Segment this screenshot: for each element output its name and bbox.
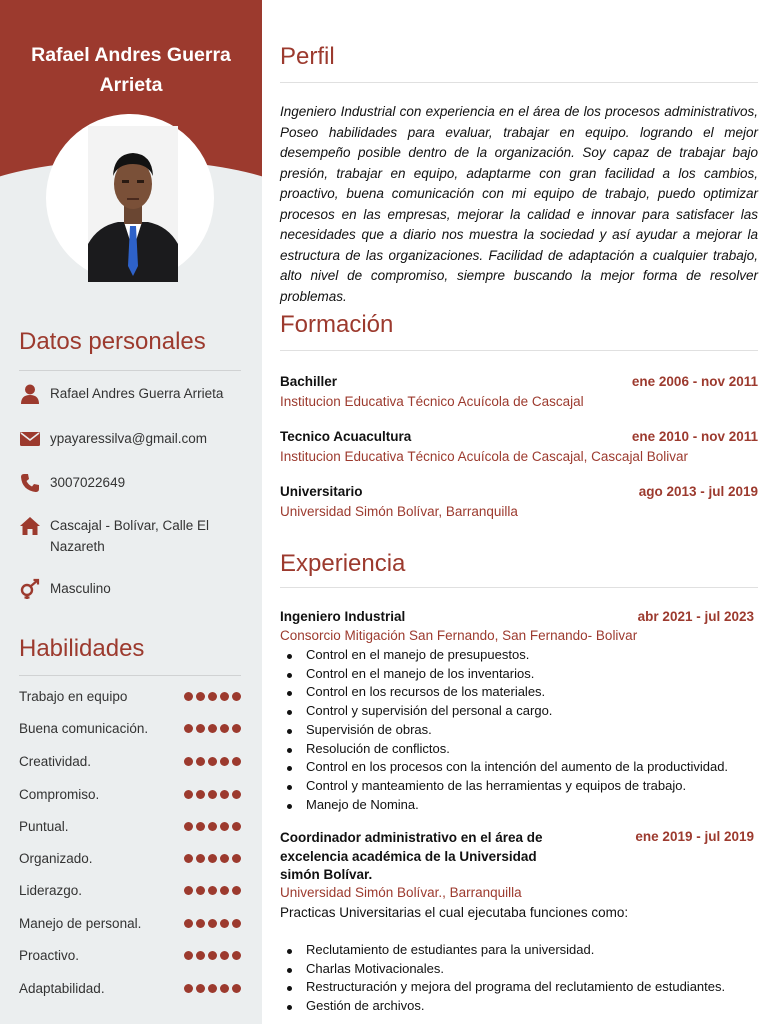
experience-role-line: simón Bolívar. xyxy=(280,867,373,882)
skill-name: Puntual. xyxy=(19,818,69,834)
experience-intro: Practicas Universitarias el cual ejecutaba funciones como: xyxy=(280,905,629,920)
list-item: Gestión de archivos. xyxy=(304,997,725,1016)
list-item: Control y manteamiento de las herramientas y equipos de trabajo. xyxy=(304,777,728,796)
email-row xyxy=(19,428,249,450)
list-item: Restructuración y mejora del programa del reclutamiento de estudiantes. xyxy=(304,978,725,997)
education-degree: Tecnico Acuacultura xyxy=(280,429,412,444)
list-item: Control en los recursos de los materiales. xyxy=(304,683,728,702)
skill-row xyxy=(19,718,241,738)
skill-level-dots xyxy=(184,854,241,863)
experience-date: ene 2019 - jul 2019 xyxy=(635,829,754,844)
experience-duties xyxy=(304,646,728,814)
email-link[interactable]: ypayaressilva@gmail.com xyxy=(50,431,208,446)
skill-level-dots xyxy=(184,886,241,895)
skill-row xyxy=(19,848,241,868)
personal-name-text: Rafael Andres Guerra Arrieta xyxy=(50,386,224,401)
list-item: Control y supervisión del personal a cargo. xyxy=(304,702,728,721)
experience-entry xyxy=(280,829,754,885)
address-row xyxy=(19,515,249,557)
education-title: Formación xyxy=(280,311,394,338)
experience-divider xyxy=(280,587,758,588)
skill-level-dots xyxy=(184,951,241,960)
skill-name: Organizado. xyxy=(19,850,93,866)
skills-divider xyxy=(19,675,241,676)
profile-text: Ingeniero Industrial con experiencia en el área de los procesos administrativos, Poseo habilidades para evaluar, trabajar en equipo. logrando el mejor desempeño posible dentro de la organización. Soy capaz de trabajar bajo presión, trabajar en equipo, adaptarme con gran facilidad a los cambios, proactivo, buena comunicación con mi equipo de trabajo, puedo optimizar procesos en las empresas, mejorar la calidad e innovar para satisfacer las necesidades que a diario nos muestra la sociedad y así ayudar a mejorar la estructura de las organizaciones. Facilidad de adaptación a cualquier trabajo, alto nivel de compromiso, siempre buscando la mejor forma de resolver problemas. xyxy=(280,104,758,304)
personal-name-row xyxy=(19,383,249,405)
skill-row xyxy=(19,751,241,771)
experience-title: Experiencia xyxy=(280,550,406,577)
skill-level-dots xyxy=(184,790,241,799)
skill-name: Buena comunicación. xyxy=(19,720,149,736)
experience-role-line: Coordinador administrativo en el área de xyxy=(280,830,543,845)
list-item: Charlas Motivacionales. xyxy=(304,960,725,979)
education-date: ago 2013 - jul 2019 xyxy=(638,484,758,499)
skill-row xyxy=(19,686,241,706)
skill-name: Compromiso. xyxy=(19,786,100,802)
skill-row xyxy=(19,816,241,836)
list-item: Reclutamiento de estudiantes para la universidad. xyxy=(304,941,725,960)
skill-row xyxy=(19,784,241,804)
education-school: Institucion Educativa Técnico Acuícola de Cascajal xyxy=(280,394,584,409)
skill-level-dots xyxy=(184,757,241,766)
skill-name: Adaptabilidad. xyxy=(19,980,105,996)
education-degree: Bachiller xyxy=(280,374,338,389)
sidebar xyxy=(0,0,262,1024)
experience-role: Ingeniero Industrial xyxy=(280,609,406,624)
education-date: ene 2010 - nov 2011 xyxy=(631,429,758,444)
list-item: Control en el manejo de presupuestos. xyxy=(304,646,728,665)
personal-data-divider xyxy=(19,370,241,371)
phone-icon xyxy=(19,472,41,494)
skill-row xyxy=(19,913,241,933)
phone-text: 3007022649 xyxy=(50,475,126,490)
education-degree: Universitario xyxy=(280,484,363,499)
gender-row xyxy=(19,578,249,600)
skill-row xyxy=(19,978,241,998)
personal-data-title: Datos personales xyxy=(19,328,206,355)
phone-row xyxy=(19,472,249,494)
experience-entry xyxy=(280,609,754,624)
education-school: Universidad Simón Bolívar, Barranquilla xyxy=(280,504,518,519)
skill-row xyxy=(19,880,241,900)
list-item: Control en el manejo de los inventarios. xyxy=(304,665,728,684)
education-school: Institucion Educativa Técnico Acuícola de Cascajal, Cascajal Bolivar xyxy=(280,449,688,464)
education-entry xyxy=(280,484,758,499)
gender-icon xyxy=(19,578,41,600)
list-item: Resolución de conflictos. xyxy=(304,740,728,759)
skill-level-dots xyxy=(184,822,241,831)
home-icon xyxy=(19,515,41,537)
email-icon xyxy=(19,428,41,450)
user-icon xyxy=(19,383,41,405)
experience-role xyxy=(280,829,543,885)
gender-text: Masculino xyxy=(50,581,111,596)
address-text: Cascajal - Bolívar, Calle El Nazareth xyxy=(50,518,210,554)
skill-level-dots xyxy=(184,919,241,928)
skill-name: Liderazgo. xyxy=(19,882,83,898)
list-item: Supervisión de obras. xyxy=(304,721,728,740)
skill-level-dots xyxy=(184,692,241,701)
skill-name: Creatividad. xyxy=(19,753,92,769)
education-entry xyxy=(280,429,758,444)
list-item: Control en los procesos con la intención del aumento de la productividad. xyxy=(304,758,728,777)
skills-title: Habilidades xyxy=(19,635,145,662)
skill-row xyxy=(19,945,241,965)
experience-duties xyxy=(304,941,725,1016)
candidate-name: Rafael Andres Guerra Arrieta xyxy=(31,44,231,96)
profile-title: Perfil xyxy=(280,43,335,70)
list-item: Manejo de Nomina. xyxy=(304,796,728,815)
skill-name: Trabajo en equipo xyxy=(19,688,128,704)
education-divider xyxy=(280,350,758,351)
skill-name: Proactivo. xyxy=(19,947,80,963)
education-date: ene 2006 - nov 2011 xyxy=(631,374,758,389)
profile-divider xyxy=(280,82,758,83)
skill-level-dots xyxy=(184,724,241,733)
experience-date: abr 2021 - jul 2023 xyxy=(637,609,754,624)
experience-company: Universidad Simón Bolívar., Barranquilla xyxy=(280,885,522,900)
skill-level-dots xyxy=(184,984,241,993)
profile-photo xyxy=(88,126,178,282)
skill-name: Manejo de personal. xyxy=(19,915,142,931)
experience-company: Consorcio Mitigación San Fernando, San Fernando- Bolivar xyxy=(280,628,638,643)
experience-role-line: excelencia académica de la Universidad xyxy=(280,848,537,864)
education-entry xyxy=(280,374,758,389)
